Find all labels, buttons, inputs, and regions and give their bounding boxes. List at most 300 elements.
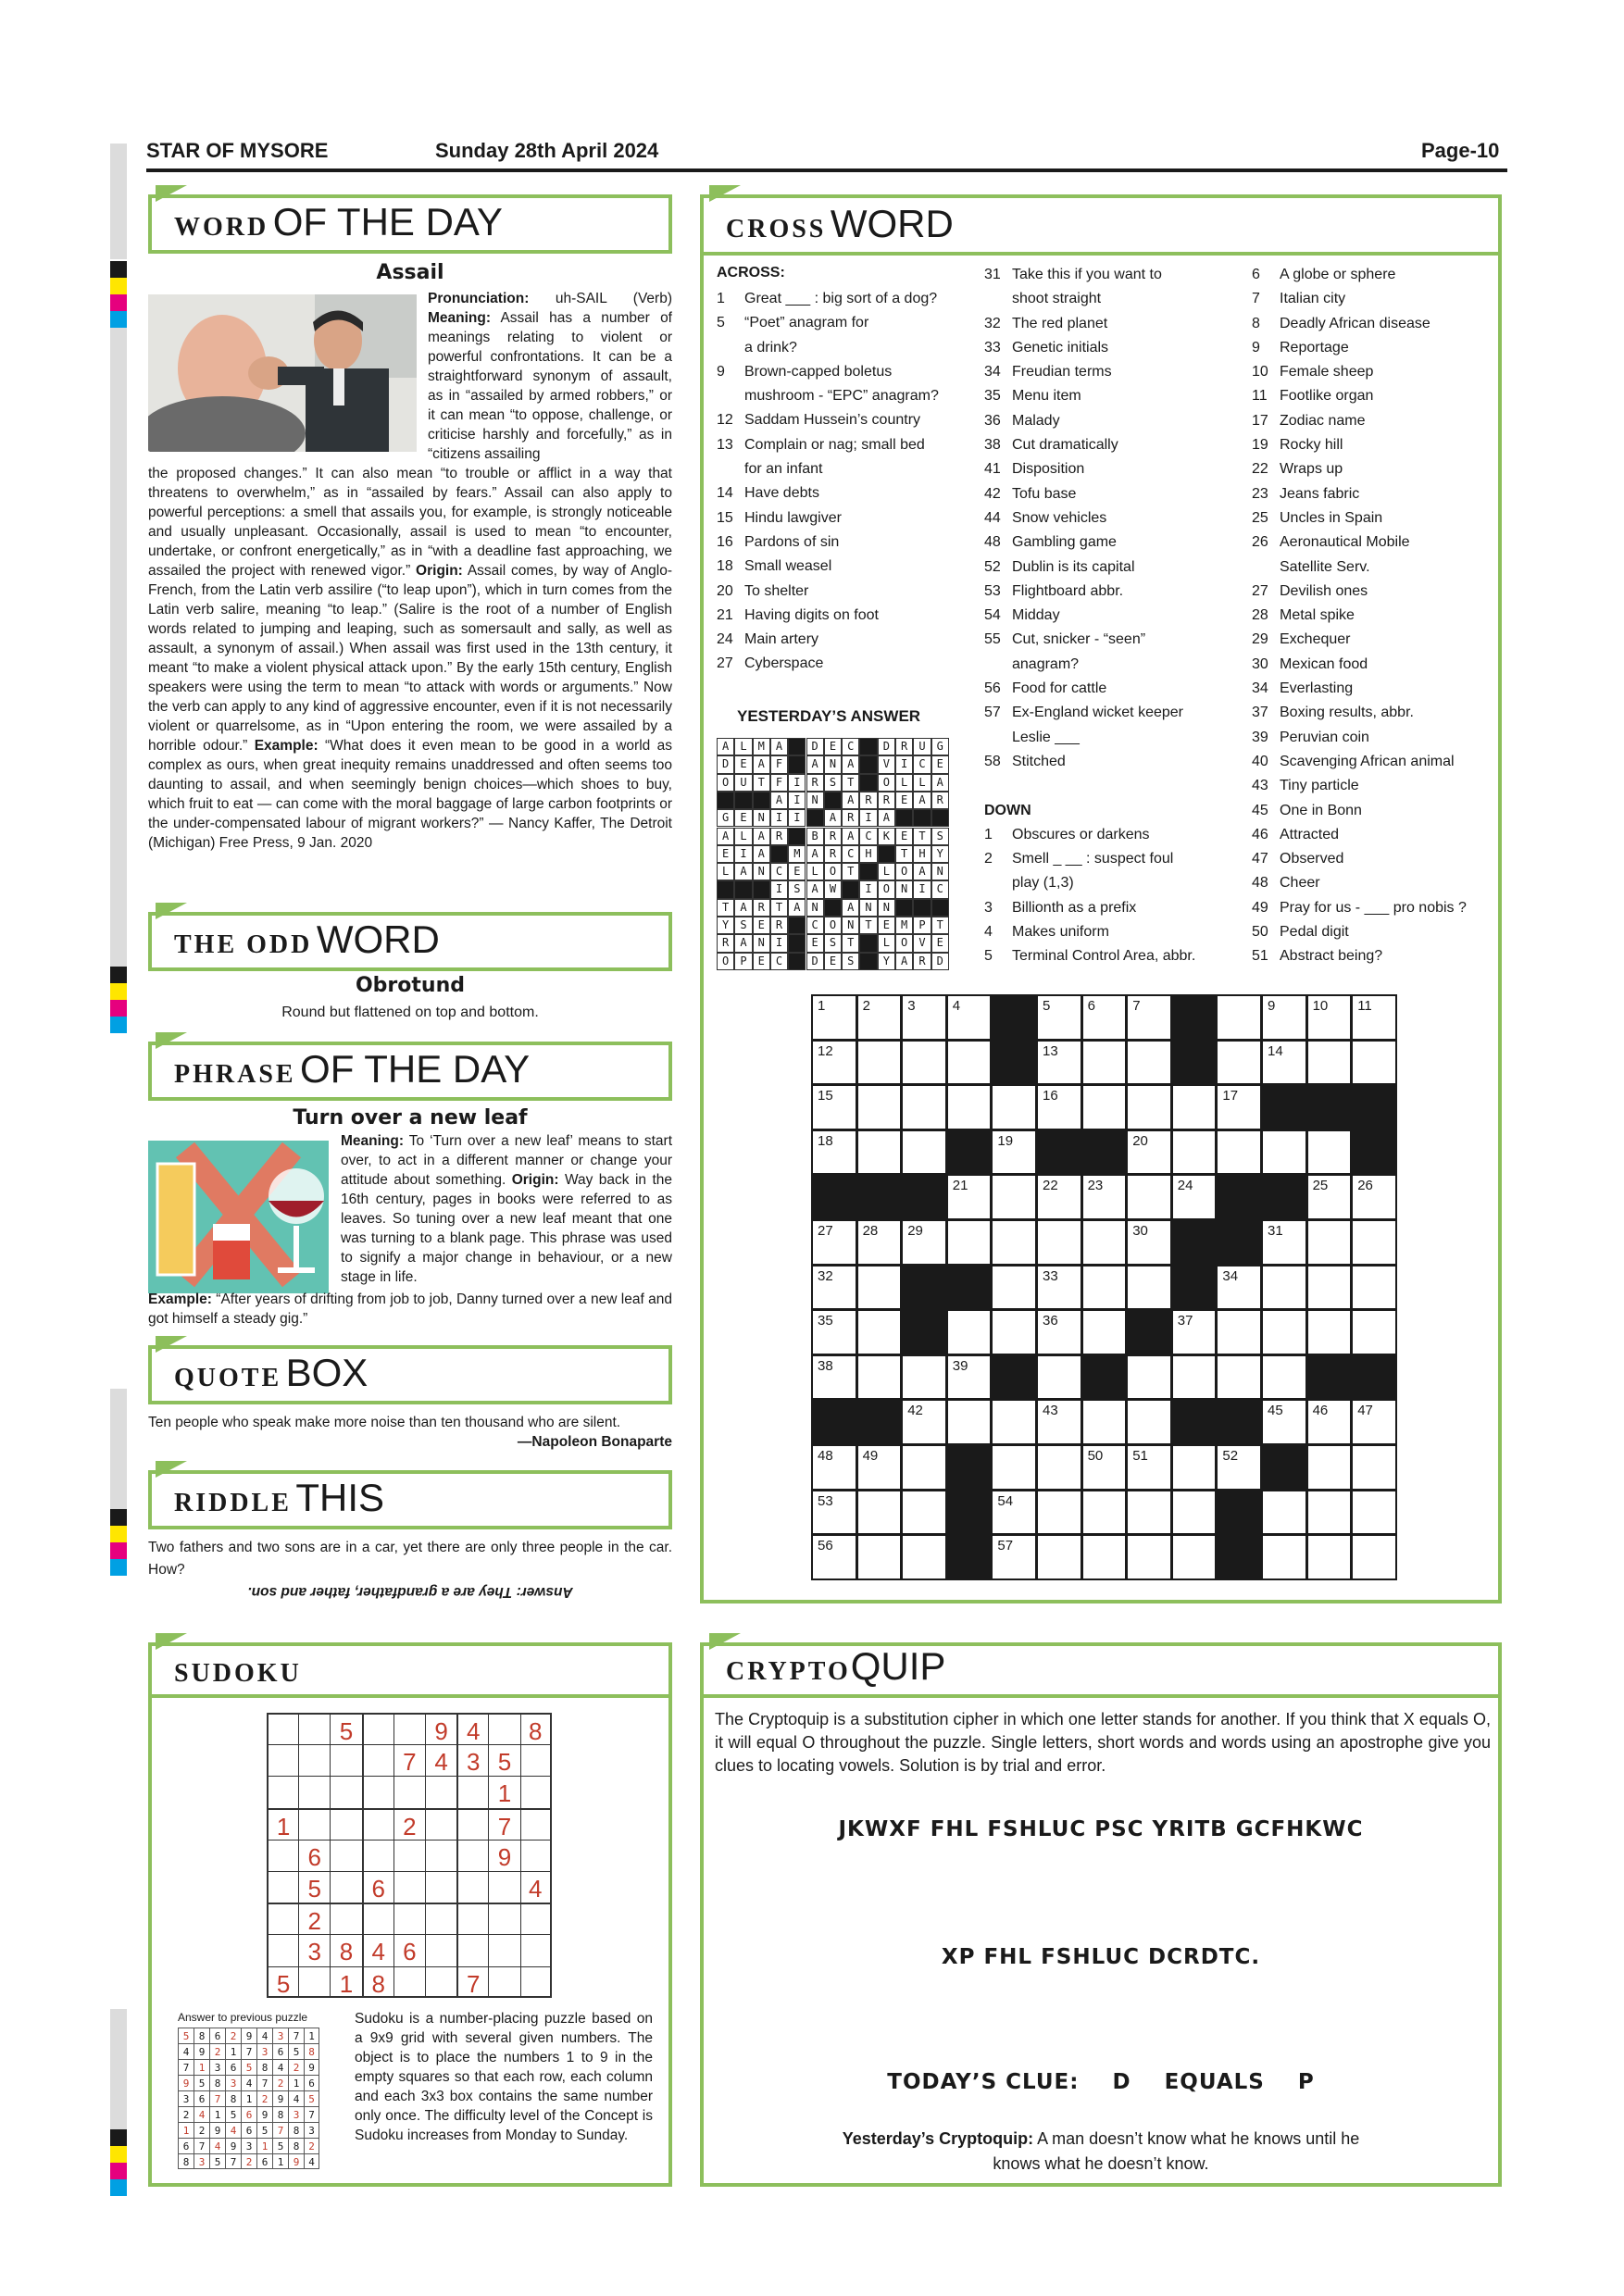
crossword-cell[interactable] [856,1219,903,1266]
crossword-cell[interactable] [1261,1399,1307,1445]
crossword-cell[interactable] [1351,1534,1397,1580]
sudoku-cell[interactable] [520,1966,552,1998]
crossword-cell[interactable] [1126,1354,1172,1401]
sudoku-cell[interactable] [425,1966,456,1998]
sudoku-cell[interactable] [488,1871,519,1903]
black-square [1171,1040,1218,1086]
crossword-cell[interactable] [811,1534,857,1580]
crossword-cell[interactable] [901,1490,947,1536]
crossword-cell[interactable] [856,1309,903,1355]
crossword-cell[interactable] [1306,1309,1353,1355]
yesterday-cell: O [717,953,734,970]
section-title-small: SUDOKU [174,1659,302,1688]
clue-line [1252,263,1502,287]
yesterday-cell: U [913,738,931,755]
crossword-cell[interactable] [856,1040,903,1086]
cell-number: 51 [1132,1448,1148,1464]
cell-number: 4 [952,998,961,1014]
crossword-cell[interactable] [811,1219,857,1266]
cell-number: 30 [1132,1223,1148,1239]
crossword-cell[interactable] [1261,1265,1307,1311]
yesterday-cell: M [753,738,770,755]
crossword-cell[interactable] [856,1265,903,1311]
crossword-cell[interactable] [1126,1490,1172,1536]
crossword-cell[interactable] [856,1534,903,1580]
crossword-cell[interactable] [1036,1444,1082,1491]
yesterday-cell: A [824,809,842,827]
crossword-cell[interactable] [1351,1040,1397,1086]
sudoku-cell[interactable] [425,1808,456,1840]
crossword-cell[interactable] [1261,1354,1307,1401]
yesterday-cell: O [895,863,913,880]
crossword-cell[interactable] [811,1444,857,1491]
crossword-cell[interactable] [1126,1444,1172,1491]
answer-cell: 2 [304,2138,319,2153]
yesterday-cell: N [931,863,949,880]
sudoku-cell[interactable] [456,1934,488,1965]
sudoku-cell[interactable] [488,1903,519,1934]
answer-cell: 4 [304,2153,319,2169]
crossword-cell[interactable] [1126,1084,1172,1130]
clue-number: 3 [984,899,993,916]
crossword-cell[interactable] [1126,1534,1172,1580]
crossword-cell[interactable] [811,1309,857,1355]
crossword-cell[interactable] [991,1534,1037,1580]
clue-line [1252,799,1502,823]
crossword-cell[interactable] [1351,1399,1397,1445]
crossword-cell[interactable] [946,994,993,1041]
sudoku-cell[interactable] [425,1934,456,1965]
clue-number: 50 [1252,924,1268,941]
crossword-cell[interactable] [991,1399,1037,1445]
yesterday-cell: A [770,792,788,809]
clue-number: 7 [1252,291,1260,307]
section-title-small: QUOTE [174,1364,282,1392]
sudoku-cell[interactable] [488,1966,519,1998]
crossword-cell[interactable] [1081,1219,1128,1266]
crossword-cell[interactable] [1306,1265,1353,1311]
sudoku-cell[interactable] [456,1840,488,1871]
cell-number: 20 [1132,1132,1148,1149]
clue-line [1252,677,1502,701]
crossword-cell[interactable] [946,1174,993,1220]
sudoku-cell[interactable] [267,1934,298,1965]
riddle-header [148,1470,672,1529]
crossword-cell[interactable] [1216,1309,1262,1355]
clue-number: 28 [1252,607,1268,624]
sudoku-cell[interactable] [330,1744,361,1776]
crossword-cell[interactable] [1171,1354,1218,1401]
crossword-cell[interactable] [946,1219,993,1266]
page-number: Page-10 [1421,139,1500,162]
sudoku-cell[interactable] [394,1840,425,1871]
crossword-cell[interactable] [856,1084,903,1130]
sudoku-cell[interactable] [362,1840,394,1871]
sudoku-cell[interactable] [267,1840,298,1871]
registration-strip-mid [110,328,127,967]
section-tab [156,1461,187,1478]
crossword-cell[interactable] [1306,1444,1353,1491]
clue-line [984,823,1243,847]
quote-author: —Napoleon Bonaparte [517,1434,672,1450]
crossword-cell[interactable] [1306,1399,1353,1445]
yesterday-cell: D [878,738,895,755]
sudoku-cell[interactable] [394,1966,425,1998]
clue-text: Aeronautical Mobile [1280,534,1410,551]
crossword-cell[interactable] [1261,1040,1307,1086]
yesterday-cell: R [824,828,842,845]
cell-number: 5 [1043,998,1051,1014]
sudoku-cell[interactable] [267,1713,298,1744]
clue-line [1252,653,1502,677]
crossword-cell[interactable] [1036,1084,1082,1130]
crossword-cell[interactable] [1351,1219,1397,1266]
crossword-cell[interactable] [1036,1174,1082,1220]
sudoku-cell[interactable] [520,1808,552,1840]
crossword-cell[interactable] [856,1444,903,1491]
crossword-cell[interactable] [1126,1219,1172,1266]
yesterday-cell: C [806,917,824,934]
clue-number: 51 [1252,948,1268,965]
sudoku-cell: 4 [456,1713,488,1744]
crossword-cell[interactable] [1081,1084,1128,1130]
crossword-cell[interactable] [901,1399,947,1445]
black-square [901,1265,947,1311]
clue-text: Disposition [1012,461,1085,478]
crossword-cell[interactable] [1351,1444,1397,1491]
black-square [901,1309,947,1355]
crossword-cell[interactable] [901,1129,947,1176]
sudoku-cell[interactable] [330,1903,361,1934]
yesterday-cell: O [878,880,895,898]
crossword-cell[interactable] [1081,1534,1128,1580]
yesterday-cell: E [878,917,895,934]
crossword-cell[interactable] [1036,1534,1082,1580]
answer-cell: 6 [209,2028,225,2043]
crossword-cell[interactable] [991,1219,1037,1266]
crossword-cell[interactable] [1036,1265,1082,1311]
yesterday-cell: A [770,738,788,755]
sudoku-cell[interactable] [362,1903,394,1934]
clue-line [1252,530,1502,555]
crossword-cell[interactable] [1351,1490,1397,1536]
crossword-cell[interactable] [991,1084,1037,1130]
crossword-cell[interactable] [1351,1174,1397,1220]
crossword-cell[interactable] [1126,1040,1172,1086]
crossword-cell[interactable] [811,1490,857,1536]
clues-column-1 [717,287,976,677]
sudoku-cell[interactable] [520,1934,552,1965]
crossword-cell[interactable] [1216,1084,1262,1130]
clue-text: Pardons of sin [744,533,840,550]
yesterday-cell: B [806,828,824,845]
clue-number: 11 [1252,388,1268,405]
clue-number: 48 [1252,875,1268,892]
crossword-cell[interactable] [811,1354,857,1401]
crossword-cell[interactable] [1126,1174,1172,1220]
clue-line [1252,555,1502,580]
sudoku-cell[interactable] [520,1776,552,1807]
crossword-cell[interactable] [1081,1444,1128,1491]
sudoku-cell[interactable] [362,1808,394,1840]
crossword-cell[interactable] [1036,1490,1082,1536]
crossword-cell[interactable] [1306,1174,1353,1220]
yesterday-cell: A [913,792,931,809]
word-of-day-definition-2: the proposed changes.” It can also mean “to trouble or afflict in a way that threatens to overwhelm,” as in “assailed by fears.” Assail can also apply to powerful perceptions: a smell that assails you, for example, is strongly noticeable and usually unpleasant. Occasionally, assail is used to mean “to encounter, undertake, or confront energetically,” as in “with a deadline fast approaching, we assailed the project with renewed vigor.” Origin: Assail comes, by way of Anglo-French, from the Latin verb assilire (“to leap upon”), which in turn comes from the Latin verb salire, meaning “to leap.” (Salire is the root of a number of English words related to jumping and leaping, such as somersault and sally, as well as assault, a synonym of assail.) When assail was first used in the 13th century, it meant “to make a violent physical attack upon.” By the early 15th century, English speakers were using the term to mean “to attack with words or arguments.” Now the verb can apply to any kind of aggressive encounter, even if it is not necessarily violent or quarrelsome, as in “Upon entering the room, we were assailed by a horrible odour.” Example: “What does it even mean to be good in a world as complex as ours, when great inequity remains unaddressed and often seems too daunting to assail, and when seemingly benign choices—which shoes to buy, which fruit to eat — can come with the moral baggage of large carbon footprints or the under-compensated labour of migrant workers?” — Nancy Kaffer, The Detroit (Michigan) Free Press, 9 Jan. 2020 [148,466,673,851]
sudoku-cell[interactable] [267,1744,298,1776]
sudoku-cell[interactable] [267,1903,298,1934]
crossword-cell[interactable] [856,1354,903,1401]
cell-number: 54 [997,1492,1014,1509]
crossword-cell[interactable] [946,1040,993,1086]
crossword-cell[interactable] [1306,1219,1353,1266]
crossword-cell[interactable] [1081,1490,1128,1536]
crossword-cell[interactable] [1036,1354,1082,1401]
phrase-of-day-meaning: Meaning: To ‘Turn over a new leaf’ means to start over, to act in a different manner or change your attitude about something. Origin: Way back in the 16th century, pages in books were referred to as leaves. So tuning over a new leaf meant that one was turning to a blank page. This phrase was used to signify a major change in behaviour, or a new stage in life. [341,1133,672,1285]
sudoku-cell[interactable] [362,1713,394,1744]
registration-strip-top [110,144,127,259]
yesterday-cell: L [734,828,752,845]
crossword-cell[interactable] [1216,1354,1262,1401]
crossword-cell[interactable] [1261,1490,1307,1536]
crossword-cell[interactable] [856,994,903,1041]
sudoku-cell[interactable] [520,1903,552,1934]
word-of-day-word: Assail [376,261,444,284]
sudoku-cell[interactable] [362,1776,394,1807]
crossword-cell[interactable] [811,1040,857,1086]
clue-text: Wraps up [1280,461,1343,478]
crossword-cell[interactable] [1036,1040,1082,1086]
clue-text: Tofu base [1012,485,1077,502]
cell-number: 48 [818,1448,833,1464]
crossword-cell[interactable] [1171,1444,1218,1491]
crossword-cell[interactable] [1261,1309,1307,1355]
crossword-cell[interactable] [1126,994,1172,1041]
crossword-cell[interactable] [1351,994,1397,1041]
sudoku-cell[interactable] [520,1840,552,1871]
sudoku-cell[interactable] [267,1776,298,1807]
crossword-cell[interactable] [946,1309,993,1355]
section-title-small: CRYPTO [726,1657,851,1686]
sudoku-cell[interactable] [298,1966,330,1998]
crossword-cell[interactable] [1036,1309,1082,1355]
crossword-cell[interactable] [991,1129,1037,1176]
clue-text: Hindu lawgiver [744,509,842,526]
crossword-cell[interactable] [901,1354,947,1401]
sudoku-cell[interactable] [394,1903,425,1934]
crossword-cell[interactable] [991,1174,1037,1220]
yesterday-cell: E [753,953,770,970]
crossword-cell[interactable] [946,1084,993,1130]
yesterday-cell: N [824,755,842,773]
crossword-cell[interactable] [1306,1534,1353,1580]
sudoku-cell[interactable] [267,1871,298,1903]
sudoku-cell[interactable] [520,1744,552,1776]
word-of-day-definition-1: Pronunciation: uh-SAIL (Verb) Meaning: Assail has a number of meanings relating to violent or powerful confrontations. It can be a straightforward synonym of assault, as in “assailed by armed robbers,” or it can mean “to oppose, challenge, or criticise harshly and forcefully,” as in “citizens assailing [428,291,672,462]
yesterday-cell: O [824,863,842,880]
crossword-cell[interactable] [1126,1265,1172,1311]
answer-cell: 5 [304,2090,319,2106]
crossword-cell[interactable] [901,994,947,1041]
crossword-cell[interactable] [1171,1129,1218,1176]
yesterday-cell: I [770,880,788,898]
crossword-cell[interactable] [1081,1309,1128,1355]
crossword-cell[interactable] [811,994,857,1041]
clue-number: 13 [717,436,733,453]
black-square [1261,1174,1307,1220]
clue-text: Zodiac name [1280,412,1366,429]
crossword-cell[interactable] [901,1444,947,1491]
sudoku-cell[interactable] [488,1713,519,1744]
sudoku-description: Sudoku is a number-placing puzzle based on a 9x9 grid with several given numbers. The object is to place the numbers 1 to 9 in the empty squares so that each row, each column and each 3x3 box contains the same number only once. The difficulty level of the Concept is Sudoku increases from Monday to Sunday. [355,2011,653,2143]
sudoku-cell[interactable] [488,1934,519,1965]
black-square [1261,1444,1307,1491]
sudoku-cell[interactable] [456,1871,488,1903]
crossword-cell[interactable] [1306,1129,1353,1176]
crossword-cell[interactable] [1081,1174,1128,1220]
black-square [1171,1265,1218,1311]
clue-number: 57 [984,705,1001,721]
answer-cell: 2 [288,2059,304,2075]
sudoku-cell[interactable] [425,1776,456,1807]
sudoku-cell[interactable] [394,1776,425,1807]
sudoku-cell[interactable] [330,1808,361,1840]
crossword-cell[interactable] [1306,994,1353,1041]
crossword-cell[interactable] [811,1129,857,1176]
crossword-cell[interactable] [1036,994,1082,1041]
clue-line [984,871,1243,895]
clue-number: 34 [1252,680,1268,697]
answer-cell: 5 [272,2138,288,2153]
yesterday-cell: A [788,899,806,917]
sudoku-cell: 1 [330,1966,361,1998]
crossword-cell[interactable] [1081,994,1128,1041]
yesterday-cell: A [806,845,824,863]
yesterday-cell: C [931,880,949,898]
crossword-cell[interactable] [811,1084,857,1130]
crossword-cell[interactable] [1306,1490,1353,1536]
crossword-cell[interactable] [1261,1129,1307,1176]
crossword-cell[interactable] [991,1265,1037,1311]
clue-line [717,628,976,652]
crossword-cell[interactable] [1036,1399,1082,1445]
crossword-cell[interactable] [1171,1490,1218,1536]
crossword-cell[interactable] [1171,1084,1218,1130]
sudoku-cell[interactable] [394,1871,425,1903]
crossword-cell[interactable] [1261,994,1307,1041]
yesterday-cell: N [878,899,895,917]
yesterday-cell: E [734,755,752,773]
clue-text: Ex-England wicket keeper [1012,705,1183,721]
sudoku-cell[interactable] [298,1808,330,1840]
crossword-cell[interactable] [1036,1219,1082,1266]
crossword-cell[interactable] [901,1084,947,1130]
sudoku-cell[interactable] [362,1744,394,1776]
crossword-cell[interactable] [901,1534,947,1580]
crossword-cell[interactable] [1216,1265,1262,1311]
crossword-cell[interactable] [1216,1129,1262,1176]
yesterday-cell: D [806,738,824,755]
sudoku-cell[interactable] [330,1871,361,1903]
clue-line [984,287,1243,311]
clue-line [1252,847,1502,871]
crossword-cell[interactable] [1351,1309,1397,1355]
crossword-cell[interactable] [1261,1534,1307,1580]
crossword-cell[interactable] [901,1219,947,1266]
black-square [856,1399,903,1445]
crossword-cell[interactable] [1171,1309,1218,1355]
crossword-cell[interactable] [1081,1040,1128,1086]
crossword-cell[interactable] [1171,1174,1218,1220]
section-tab [156,1336,187,1353]
clue-line [984,847,1243,871]
crossword-cell[interactable] [856,1490,903,1536]
crossword-cell[interactable] [1351,1265,1397,1311]
crossword-cell[interactable] [946,1399,993,1445]
crossword-cell[interactable] [1261,1219,1307,1266]
crossword-cell[interactable] [811,1265,857,1311]
crossword-cell[interactable] [991,1444,1037,1491]
crossword-cell[interactable] [991,1309,1037,1355]
yesterday-cell: A [842,755,859,773]
sudoku-cell[interactable] [456,1903,488,1934]
yesterday-cell: U [734,774,752,792]
crossword-cell[interactable] [856,1129,903,1176]
sudoku-cell[interactable] [298,1713,330,1744]
clue-text: Exchequer [1280,631,1351,648]
answer-cell: 9 [304,2059,319,2075]
crossword-cell[interactable] [991,1490,1037,1536]
black-square [1261,1084,1307,1130]
registration-mark-black [110,967,127,983]
answer-cell: 7 [256,2075,272,2090]
crossword-cell[interactable] [901,1040,947,1086]
sudoku-cell[interactable] [456,1808,488,1840]
crossword-cell[interactable] [1171,1534,1218,1580]
crossword-cell[interactable] [1081,1265,1128,1311]
sudoku-cell[interactable] [425,1903,456,1934]
crossword-cell[interactable] [1126,1399,1172,1445]
yesterday-cell: T [842,863,859,880]
yesterday-cell: E [824,953,842,970]
yesterday-cell: T [859,917,877,934]
sudoku-cell[interactable] [394,1713,425,1744]
sudoku-cell[interactable] [456,1776,488,1807]
cell-number: 1 [818,998,826,1014]
answer-cell: 8 [288,2122,304,2138]
answer-cell: 4 [194,2106,209,2122]
sudoku-cell[interactable] [425,1871,456,1903]
crossword-cell[interactable] [1126,1129,1172,1176]
crossword-cell[interactable] [946,1354,993,1401]
sudoku-cell[interactable] [298,1776,330,1807]
answer-cell: 9 [194,2043,209,2059]
crossword-cell[interactable] [1081,1399,1128,1445]
crossword-cell[interactable] [1216,1444,1262,1491]
answer-cell: 1 [304,2028,319,2043]
sudoku-cell[interactable] [330,1776,361,1807]
sudoku-cell[interactable] [298,1744,330,1776]
sudoku-cell[interactable] [330,1840,361,1871]
crossword-cell[interactable] [1306,1040,1353,1086]
yesterday-cell [824,899,842,917]
cell-number: 53 [818,1492,833,1509]
crossword-cell[interactable] [1216,994,1262,1041]
crossword-cell[interactable] [1216,1040,1262,1086]
yesterday-cryptoquip-text: A man doesn’t know what he knows until he knows what he doesn’t know. [993,2129,1360,2173]
registration-mark-black [110,1509,127,1526]
sudoku-cell[interactable] [425,1840,456,1871]
